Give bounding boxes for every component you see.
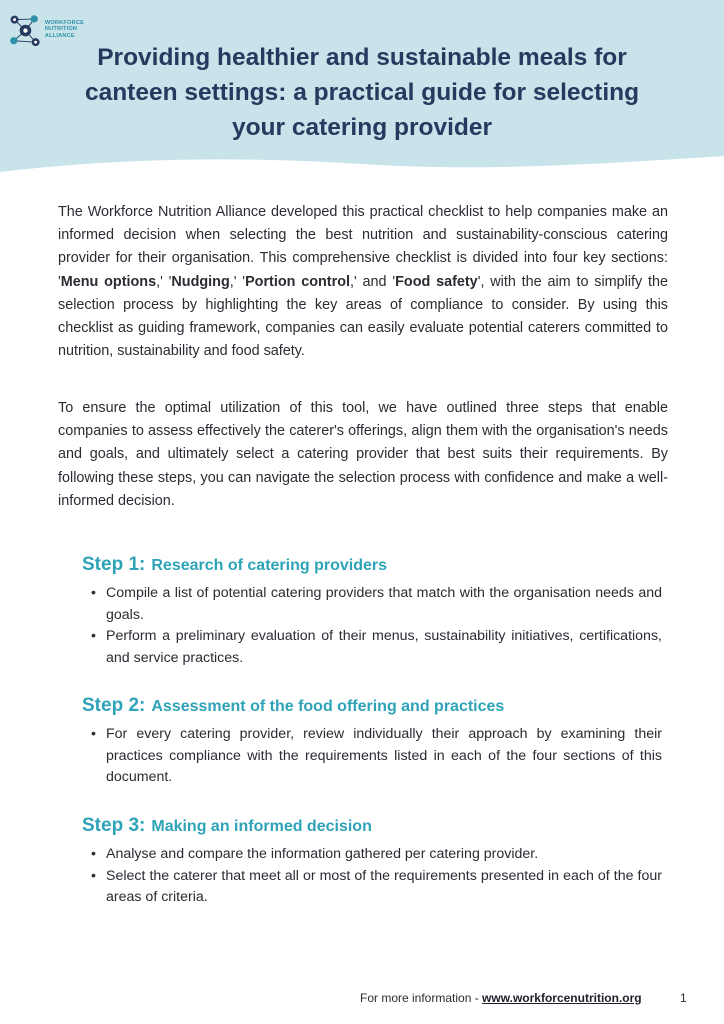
list-item: • Compile a list of potential catering providers that match with the organisation needs and goals. xyxy=(82,583,662,626)
step-bullet-list xyxy=(82,583,662,669)
step-label: Step 1: xyxy=(82,554,146,575)
step-heading xyxy=(82,813,662,840)
section-name-portion-control: Portion control xyxy=(245,273,350,290)
intro-paragraph-2: To ensure the optimal utilization of this tool, we have outlined three steps that enable companies to assess effectively the caterer's offerings, align them with the organisation's needs and goals, and ultimately select a catering provider that best suits their requirements. By following these steps, you can navigate the selection process with confidence and make a well-informed decision. xyxy=(58,400,668,509)
step-title: Research of catering providers xyxy=(151,557,387,574)
section-name-nudging: Nudging xyxy=(171,273,230,290)
logo-line: ALLIANCE xyxy=(44,32,75,39)
step-2-section xyxy=(82,693,662,789)
logo-line: NUTRITION xyxy=(44,26,78,33)
section-name-food-safety: Food safety xyxy=(395,273,478,290)
website-link[interactable]: www.workforcenutrition.org xyxy=(482,991,642,1005)
step-title: Making an informed decision xyxy=(151,818,372,835)
list-item: • Select the caterer that meet all or most of the requirements presented in each of the four areas of criteria. xyxy=(82,866,662,909)
step-1-section xyxy=(82,552,662,669)
step-bullet-list xyxy=(82,844,662,909)
text-run: The Workforce Nutrition Alliance developed this practical checklist to help companies make an informed decision when selecting the best nutrition and sustainability-conscious catering provider for their organisation. This comprehensive checklist is divided into four key sections: ' xyxy=(58,204,668,290)
list-item: • Perform a preliminary evaluation of their menus, sustainability initiatives, certifications, and service practices. xyxy=(82,626,662,669)
text-run: ', with the aim to simplify the selection process by highlighting the key areas of compliance to consider. By using this checklist as guiding framework, companies can easily evaluate potential caterers committed to nutrition, sustainability and food safety. xyxy=(58,273,669,360)
step-heading xyxy=(82,693,662,720)
text-run: ,' and ' xyxy=(350,273,396,290)
logo-wordmark xyxy=(45,20,84,39)
step-heading xyxy=(82,552,662,579)
text-run: ,' ' xyxy=(156,273,172,290)
list-item: • Analyse and compare the information gathered per catering provider. xyxy=(82,844,662,866)
step-3-section xyxy=(82,813,662,909)
section-name-menu-options: Menu options xyxy=(60,273,157,290)
step-label: Step 2: xyxy=(82,695,146,716)
header-wave-divider xyxy=(0,150,724,180)
step-bullet-list xyxy=(82,724,662,789)
page-number: 1 xyxy=(680,991,687,1005)
network-icon xyxy=(8,6,43,58)
text-run: ,' ' xyxy=(229,273,246,290)
list-item: • For every catering provider, review individually their approach by examining their practices compliance with the requirements listed in each of the four sections of this document. xyxy=(82,724,662,789)
footer-prefix: For more information - xyxy=(360,991,483,1005)
footer-info xyxy=(360,990,652,1006)
step-title: Assessment of the food offering and practices xyxy=(151,698,505,715)
step-label: Step 3: xyxy=(82,815,146,836)
page-title: Providing healthier and sustainable meals for canteen settings: a practical guide for selecting your catering provider xyxy=(84,44,640,141)
intro-paragraph-1 xyxy=(58,201,668,363)
logo-line: WORKFORCE xyxy=(44,20,84,26)
